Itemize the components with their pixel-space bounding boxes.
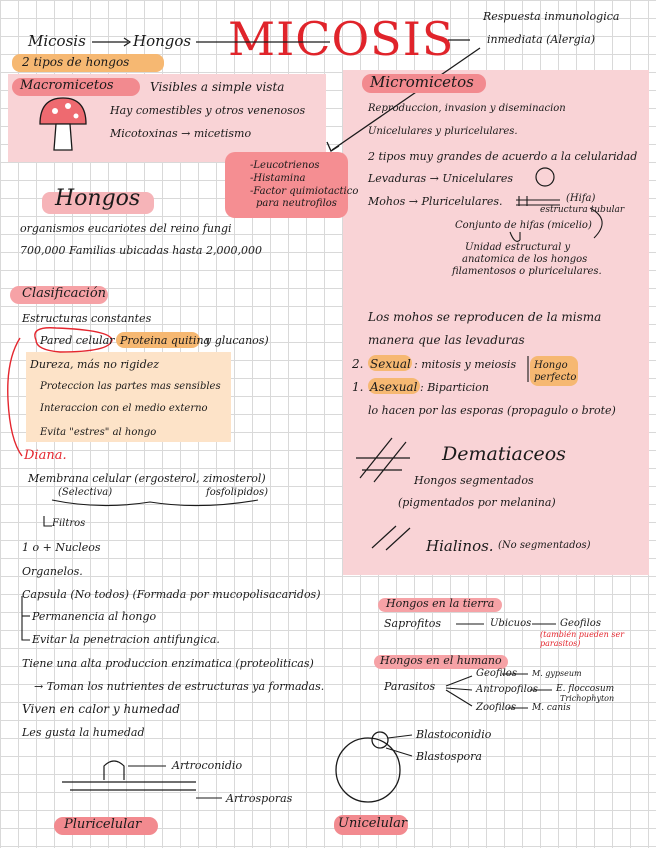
proteina-text: Proteina quitina bbox=[120, 334, 211, 347]
biparticion-text: : Biparticion bbox=[420, 381, 489, 394]
gusta-text: Les gusta la humedad bbox=[22, 726, 145, 739]
estructura-tubular-text: estructura tubular bbox=[540, 205, 625, 215]
viven-text: Viven en calor y humedad bbox=[22, 702, 180, 716]
los-mohos-text: Los mohos se reproducen de la misma bbox=[368, 310, 602, 324]
organismos-text: organismos eucariotes del reino fungi bbox=[20, 222, 232, 235]
histamina-text: -Histamina bbox=[250, 173, 306, 184]
interaccion-text: Interaccion con el medio externo bbox=[40, 403, 208, 414]
hongos-label: Hongos bbox=[133, 32, 192, 50]
micotoxinas-text: Micotoxinas → micetismo bbox=[110, 127, 252, 140]
saprofitos-text: Saprofitos bbox=[384, 617, 442, 630]
mushroom-icon bbox=[40, 98, 86, 150]
pigmentados-text: (pigmentados por melanina) bbox=[398, 496, 556, 509]
micromicetos-heading: Micromicetos bbox=[370, 73, 474, 91]
tiene-text: Tiene una alta produccion enzimatica (proteoliticas) bbox=[22, 657, 314, 670]
pueden-ser-text: (también pueden ser parasitos) bbox=[540, 630, 625, 648]
dematiaceos-heading: Dematiaceos bbox=[442, 443, 566, 465]
permanencia-text: Permanencia al hongo bbox=[32, 610, 157, 623]
inmediata-text: inmediata (Alergia) bbox=[487, 33, 596, 46]
diana-text: Diana. bbox=[24, 448, 67, 463]
canis-text: M. canis bbox=[532, 703, 571, 713]
filtros-text: Filtros bbox=[52, 518, 86, 529]
zoofilos-text: Zoofilos bbox=[476, 702, 517, 713]
hongo-perfecto-text: Hongo perfecto bbox=[534, 360, 577, 383]
dos-tipos-grandes-text: 2 tipos muy grandes de acuerdo a la celularidad bbox=[368, 150, 638, 163]
evitar-text: Evitar la penetracion antifungica. bbox=[32, 633, 220, 646]
gypseum-text: M. gypseum bbox=[532, 669, 582, 678]
toman-text: → Toman los nutrientes de estructuras ya formadas. bbox=[34, 680, 325, 693]
mohos-text: Mohos → Pluricelulares. bbox=[368, 195, 503, 208]
sexual-text: Sexual bbox=[370, 357, 411, 371]
manera-text: manera que las levaduras bbox=[368, 333, 525, 347]
no-segmentados-text: (No segmentados) bbox=[498, 540, 591, 551]
micosis-label: Micosis bbox=[28, 32, 86, 50]
ubicuos-text: Ubicuos bbox=[490, 618, 532, 629]
familias-text: 700,000 Familias ubicadas hasta 2,000,000 bbox=[20, 244, 262, 257]
geofilos-text: Geofilos bbox=[476, 668, 517, 679]
leucotrienos-text: -Leucotrienos bbox=[250, 160, 320, 171]
organelos-text: Organelos. bbox=[22, 565, 83, 578]
anatomica-text: anatomica de los hongos bbox=[462, 254, 588, 265]
dureza-text: Dureza, más no rigidez bbox=[30, 358, 160, 371]
blastospora-text: Blastospora bbox=[416, 750, 482, 763]
tierra-heading: Hongos en la tierra bbox=[386, 597, 495, 610]
para-text: para neutrofilos bbox=[256, 198, 337, 209]
evita-text: Evita "estres" al hongo bbox=[40, 427, 157, 438]
page-title: MICOSIS bbox=[228, 12, 455, 66]
factor-text: -Factor quimiotactico bbox=[250, 186, 359, 197]
clasificacion-heading: Clasificación bbox=[22, 286, 107, 301]
pluricelular-label: Pluricelular bbox=[64, 817, 142, 832]
dos-tipos-text: 2 tipos de hongos bbox=[22, 55, 130, 69]
visibles-text: Visibles a simple vista bbox=[150, 80, 285, 94]
segmentados-text: Hongos segmentados bbox=[414, 474, 534, 487]
nucleos-text: 1 o + Nucleos bbox=[22, 541, 101, 554]
artrosporas-text: Artrosporas bbox=[226, 792, 293, 805]
pared-text: Pared celular bbox=[40, 334, 115, 347]
reproduccion-text: Reproduccion, invasion y diseminacion bbox=[368, 103, 566, 114]
unicelular-label: Unicelular bbox=[338, 816, 408, 831]
trichophyton-text: Trichophyton bbox=[560, 694, 615, 703]
unidad-text: Unidad estructural y bbox=[465, 242, 571, 253]
fosfolipidos-text: fosfolipidos) bbox=[206, 487, 269, 498]
asexual-num: 1. bbox=[352, 380, 364, 394]
asexual-text: Asexual bbox=[370, 380, 418, 394]
capsula-text: Capsula (No todos) (Formada por mucopolisacaridos) bbox=[22, 588, 321, 601]
humano-heading: Hongos en el humano bbox=[380, 654, 502, 667]
floccosum-text: E. floccosum bbox=[556, 684, 615, 694]
artroconidio-text: Artroconidio bbox=[172, 759, 243, 772]
comestibles-text: Hay comestibles y otros venenosos bbox=[110, 104, 306, 117]
blastoconidio-text: Blastoconidio bbox=[416, 728, 492, 741]
antropofilos-text: Antropofilos bbox=[476, 684, 538, 695]
hifa-text: (Hifa) bbox=[566, 193, 596, 204]
macromicetos-heading: Macromicetos bbox=[20, 78, 114, 93]
glucanos-text: y glucanos) bbox=[205, 334, 269, 347]
hialinos-heading: Hialinos. bbox=[426, 537, 494, 555]
proteccion-text: Proteccion las partes mas sensibles bbox=[40, 381, 221, 392]
sexual-num: 2. bbox=[352, 357, 364, 371]
selectiva-text: (Selectiva) bbox=[58, 487, 113, 498]
hongos-heading: Hongos bbox=[55, 186, 141, 211]
unicelulares-text: Unicelulares y pluricelulares. bbox=[368, 126, 518, 137]
geofilos-t-text: Geofilos bbox=[560, 618, 601, 629]
respuesta-text: Respuesta inmunologica bbox=[483, 10, 620, 23]
esporas-text: lo hacen por las esporas (propagulo o brote) bbox=[368, 404, 616, 417]
parasitos-text: Parasitos bbox=[384, 680, 436, 693]
mitosis-text: : mitosis y meiosis bbox=[414, 358, 517, 371]
estructuras-text: Estructuras constantes bbox=[22, 312, 152, 325]
filamentosos-text: filamentosos o pluricelulares. bbox=[452, 266, 602, 277]
conjunto-text: Conjunto de hifas (micelio) bbox=[455, 220, 592, 231]
membrana-text: Membrana celular (ergosterol, zimosterol) bbox=[28, 472, 266, 485]
levaduras-text: Levaduras → Unicelulares bbox=[368, 172, 514, 185]
